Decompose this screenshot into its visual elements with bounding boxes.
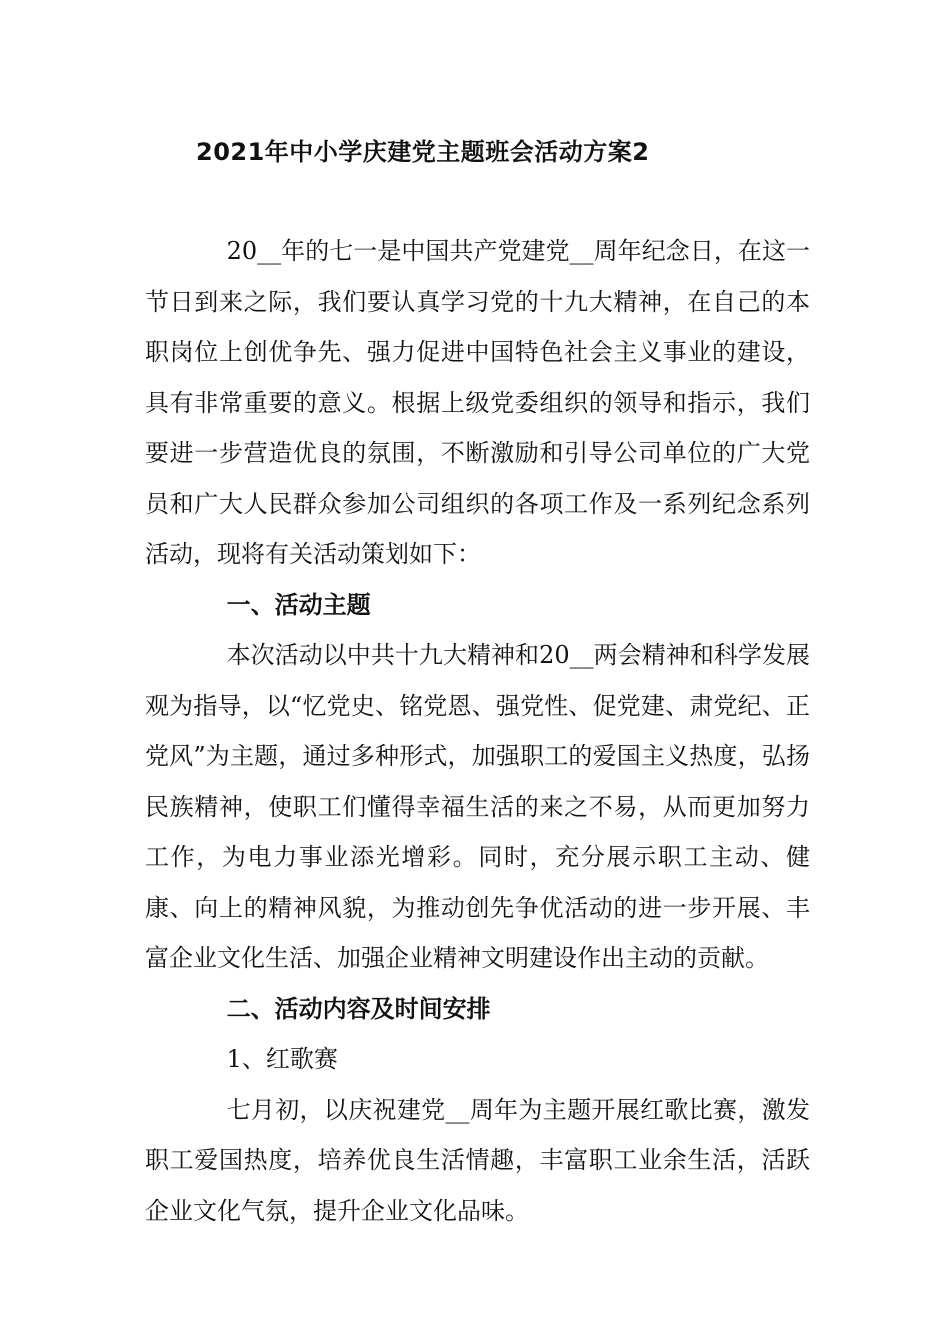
document-body xyxy=(145,226,810,1236)
red-song-paragraph: 七月初，以庆祝建党__周年为主题开展红歌比赛，激发职工爱国热度，培养优良生活情趣，丰富职工业余生活，活跃企业文化气氛，提升企业文化品味。 xyxy=(145,1095,810,1225)
intro-paragraph: 20__年的七一是中国共产党建党__周年纪念日，在这一节日到来之际，我们要认真学习党的十九大精神，在自己的本职岗位上创优争先、强力促进中国特色社会主义事业的建设，具有非常重要的意义。根据上级党委组织的领导和指示，我们要进一步营造优良的氛围，不断激励和引导公司单位的广大党员和广大人民群众参加公司组织的各项工作及一系列纪念系列活动，现将有关活动策划如下： xyxy=(145,237,810,568)
theme-paragraph: 本次活动以中共十九大精神和20__两会精神和科学发展观为指导，以“忆党史、铭党恩、强党性、促党建、肃党纪、正党风”为主题，通过多种形式，加强职工的爱国主义热度，弘扬民族精神，使职工们懂得幸福生活的来之不易，从而更加努力工作，为电力事业添光增彩。同时，充分展示职工主动、健康、向上的精神风貌，为推动创先争优活动的进一步开展、丰富企业文化生活、加强企业精神文明建设作出主动的贡献。 xyxy=(145,641,810,972)
section-heading-content: 二、活动内容及时间安排 xyxy=(226,994,491,1023)
list-item-red-song-contest: 1、红歌赛 xyxy=(226,1045,338,1073)
document-title: 2021年中小学庆建党主题班会活动方案2 xyxy=(196,138,650,166)
section-heading-theme: 一、活动主题 xyxy=(226,590,371,619)
